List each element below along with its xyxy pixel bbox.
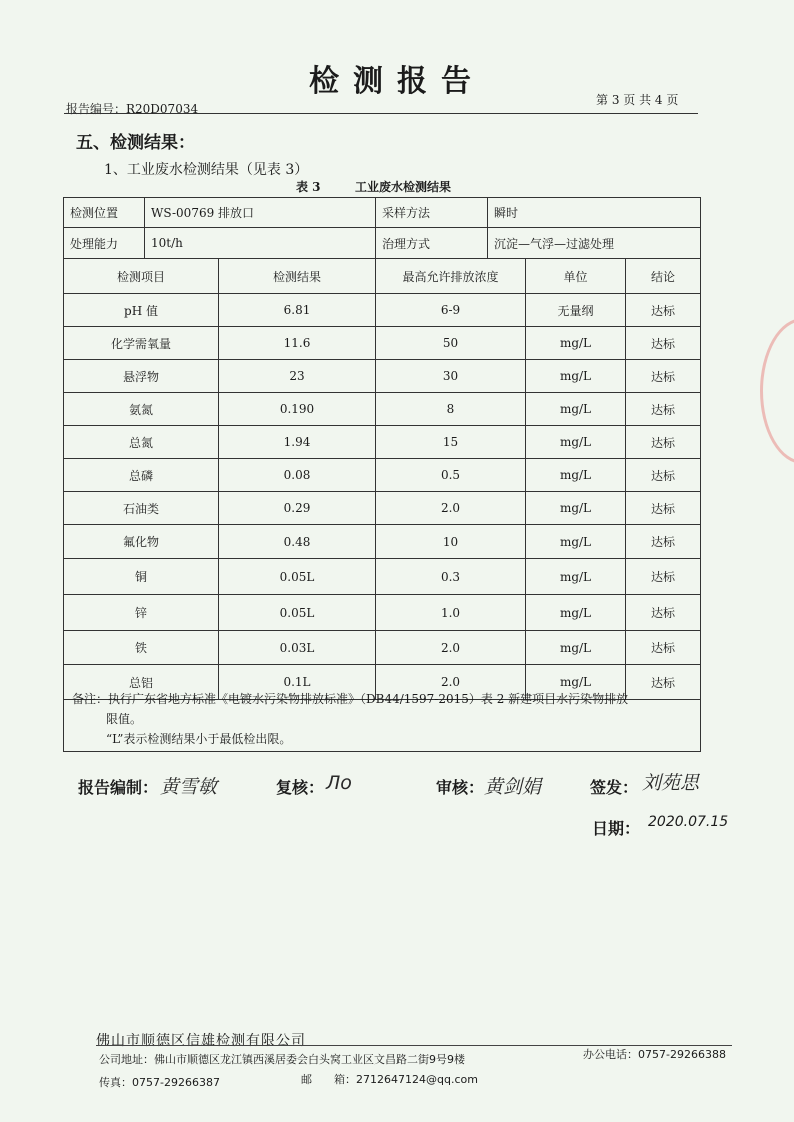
cell-result: 0.05L bbox=[219, 595, 376, 631]
cell-unit: mg/L bbox=[526, 459, 626, 492]
table-caption-number: 表 3 bbox=[296, 180, 321, 194]
table-row bbox=[64, 525, 701, 559]
cell-result: 0.190 bbox=[219, 393, 376, 426]
cell-conclusion: 达标 bbox=[626, 393, 701, 426]
footer-fax: 传真：0757-29266387 bbox=[99, 1076, 220, 1089]
cell-result: 0.08 bbox=[219, 459, 376, 492]
cell-item: 锌 bbox=[64, 595, 219, 631]
date-value: 2020.07.15 bbox=[648, 814, 729, 830]
issuer-label: 签发： bbox=[590, 778, 639, 797]
cell-limit: 15 bbox=[376, 426, 526, 459]
remarks-box bbox=[63, 685, 701, 752]
cell-item: 氨氮 bbox=[64, 393, 219, 426]
remark-line: “L”表示检测结果小于最低检出限。 bbox=[106, 732, 292, 746]
cell-item: 铁 bbox=[64, 631, 219, 665]
cell-unit: mg/L bbox=[526, 327, 626, 360]
header-divider bbox=[64, 113, 698, 114]
capacity-value: 10t/h bbox=[145, 228, 376, 259]
cell-limit: 2.0 bbox=[376, 492, 526, 525]
cell-unit: mg/L bbox=[526, 360, 626, 393]
treatment-label: 治理方式 bbox=[376, 228, 488, 259]
cell-item: 石油类 bbox=[64, 492, 219, 525]
table-row bbox=[64, 559, 701, 595]
report-number: 报告编号：R20D07034 bbox=[66, 102, 199, 116]
cell-limit: 0.3 bbox=[376, 559, 526, 595]
cell-limit: 1.0 bbox=[376, 595, 526, 631]
footer-phone: 办公电话：0757-29266388 bbox=[583, 1048, 726, 1061]
cell-limit: 10 bbox=[376, 525, 526, 559]
cell-result: 0.03L bbox=[219, 631, 376, 665]
cell-item: 总氮 bbox=[64, 426, 219, 459]
date-label: 日期： bbox=[592, 819, 641, 838]
cell-result: 1.94 bbox=[219, 426, 376, 459]
cell-conclusion: 达标 bbox=[626, 492, 701, 525]
col-header: 单位 bbox=[526, 259, 626, 294]
cell-conclusion: 达标 bbox=[626, 426, 701, 459]
page-info: 第 3 页 共 4 页 bbox=[596, 93, 679, 107]
cell-limit: 6-9 bbox=[376, 294, 526, 327]
table-row bbox=[64, 393, 701, 426]
info-row bbox=[64, 228, 701, 259]
cell-conclusion: 达标 bbox=[626, 294, 701, 327]
cell-conclusion: 达标 bbox=[626, 595, 701, 631]
section-title: 五、检测结果： bbox=[76, 133, 195, 153]
cell-result: 0.29 bbox=[219, 492, 376, 525]
table-row bbox=[64, 631, 701, 665]
sub-title: 1、工业废水检测结果（见表 3） bbox=[104, 162, 309, 178]
cell-limit: 2.0 bbox=[376, 665, 526, 700]
cell-result: 0.1L bbox=[219, 665, 376, 700]
table-row bbox=[64, 360, 701, 393]
table-row bbox=[64, 492, 701, 525]
cell-item: 总磷 bbox=[64, 459, 219, 492]
info-row bbox=[64, 198, 701, 228]
cell-conclusion: 达标 bbox=[626, 327, 701, 360]
cell-unit: mg/L bbox=[526, 393, 626, 426]
capacity-label: 处理能力 bbox=[64, 228, 145, 259]
sampling-value: 瞬时 bbox=[488, 198, 701, 228]
cell-limit: 8 bbox=[376, 393, 526, 426]
cell-unit: mg/L bbox=[526, 426, 626, 459]
cell-conclusion: 达标 bbox=[626, 459, 701, 492]
cell-limit: 2.0 bbox=[376, 631, 526, 665]
cell-conclusion: 达标 bbox=[626, 525, 701, 559]
cell-conclusion: 达标 bbox=[626, 559, 701, 595]
info-table bbox=[63, 197, 701, 259]
cell-item: 氟化物 bbox=[64, 525, 219, 559]
table-row bbox=[64, 595, 701, 631]
compiler-label: 报告编制： bbox=[78, 778, 159, 797]
cell-item: 总铝 bbox=[64, 665, 219, 700]
cell-unit: mg/L bbox=[526, 525, 626, 559]
table-row bbox=[64, 459, 701, 492]
table-row bbox=[64, 426, 701, 459]
compiler-signature: 黄雪敏 bbox=[160, 776, 218, 798]
reviewer-signature: Ло bbox=[326, 772, 352, 794]
footer-company: 佛山市顺德区信雄检测有限公司 bbox=[96, 1033, 306, 1049]
col-header: 检测结果 bbox=[219, 259, 376, 294]
cell-result: 6.81 bbox=[219, 294, 376, 327]
footer-email: 邮 箱：2712647124@qq.com bbox=[301, 1073, 478, 1086]
cell-conclusion: 达标 bbox=[626, 360, 701, 393]
cell-limit: 0.5 bbox=[376, 459, 526, 492]
auditor-signature: 黄剑娟 bbox=[484, 776, 542, 798]
results-table bbox=[63, 258, 701, 700]
sampling-label: 采样方法 bbox=[376, 198, 488, 228]
table-row bbox=[64, 294, 701, 327]
cell-unit: mg/L bbox=[526, 595, 626, 631]
cell-item: pH 值 bbox=[64, 294, 219, 327]
cell-item: 铜 bbox=[64, 559, 219, 595]
location-label: 检测位置 bbox=[64, 198, 145, 228]
cell-result: 23 bbox=[219, 360, 376, 393]
cell-result: 0.48 bbox=[219, 525, 376, 559]
table-caption-title: 工业废水检测结果 bbox=[355, 180, 452, 194]
treatment-value: 沉淀—气浮—过滤处理 bbox=[488, 228, 701, 259]
cell-item: 悬浮物 bbox=[64, 360, 219, 393]
footer-address: 公司地址：佛山市顺德区龙江镇西溪居委会白头窝工业区文昌路二街9号9楼 bbox=[99, 1053, 465, 1066]
cell-conclusion: 达标 bbox=[626, 631, 701, 665]
reviewer-label: 复核： bbox=[276, 778, 325, 797]
cell-unit: mg/L bbox=[526, 631, 626, 665]
issuer-signature: 刘苑思 bbox=[642, 772, 700, 794]
location-value: WS-00769 排放口 bbox=[145, 198, 376, 228]
company-seal bbox=[760, 318, 794, 464]
cell-limit: 50 bbox=[376, 327, 526, 360]
cell-result: 11.6 bbox=[219, 327, 376, 360]
cell-limit: 30 bbox=[376, 360, 526, 393]
results-header-row bbox=[64, 259, 701, 294]
cell-unit: mg/L bbox=[526, 492, 626, 525]
col-header: 结论 bbox=[626, 259, 701, 294]
col-header: 检测项目 bbox=[64, 259, 219, 294]
cell-item: 化学需氧量 bbox=[64, 327, 219, 360]
remark-line: 备注：执行广东省地方标准《电镀水污染物排放标准》（DB44/1597-2015）表 2 新建项目水污染物排放 bbox=[72, 692, 629, 706]
auditor-label: 审核： bbox=[436, 778, 485, 797]
remark-line: 限值。 bbox=[106, 712, 143, 726]
col-header: 最高允许排放浓度 bbox=[376, 259, 526, 294]
cell-conclusion: 达标 bbox=[626, 665, 701, 700]
cell-unit: mg/L bbox=[526, 559, 626, 595]
cell-result: 0.05L bbox=[219, 559, 376, 595]
report-title: 检测报告 bbox=[309, 64, 485, 99]
table-row bbox=[64, 327, 701, 360]
cell-unit: mg/L bbox=[526, 665, 626, 700]
cell-unit: 无量纲 bbox=[526, 294, 626, 327]
